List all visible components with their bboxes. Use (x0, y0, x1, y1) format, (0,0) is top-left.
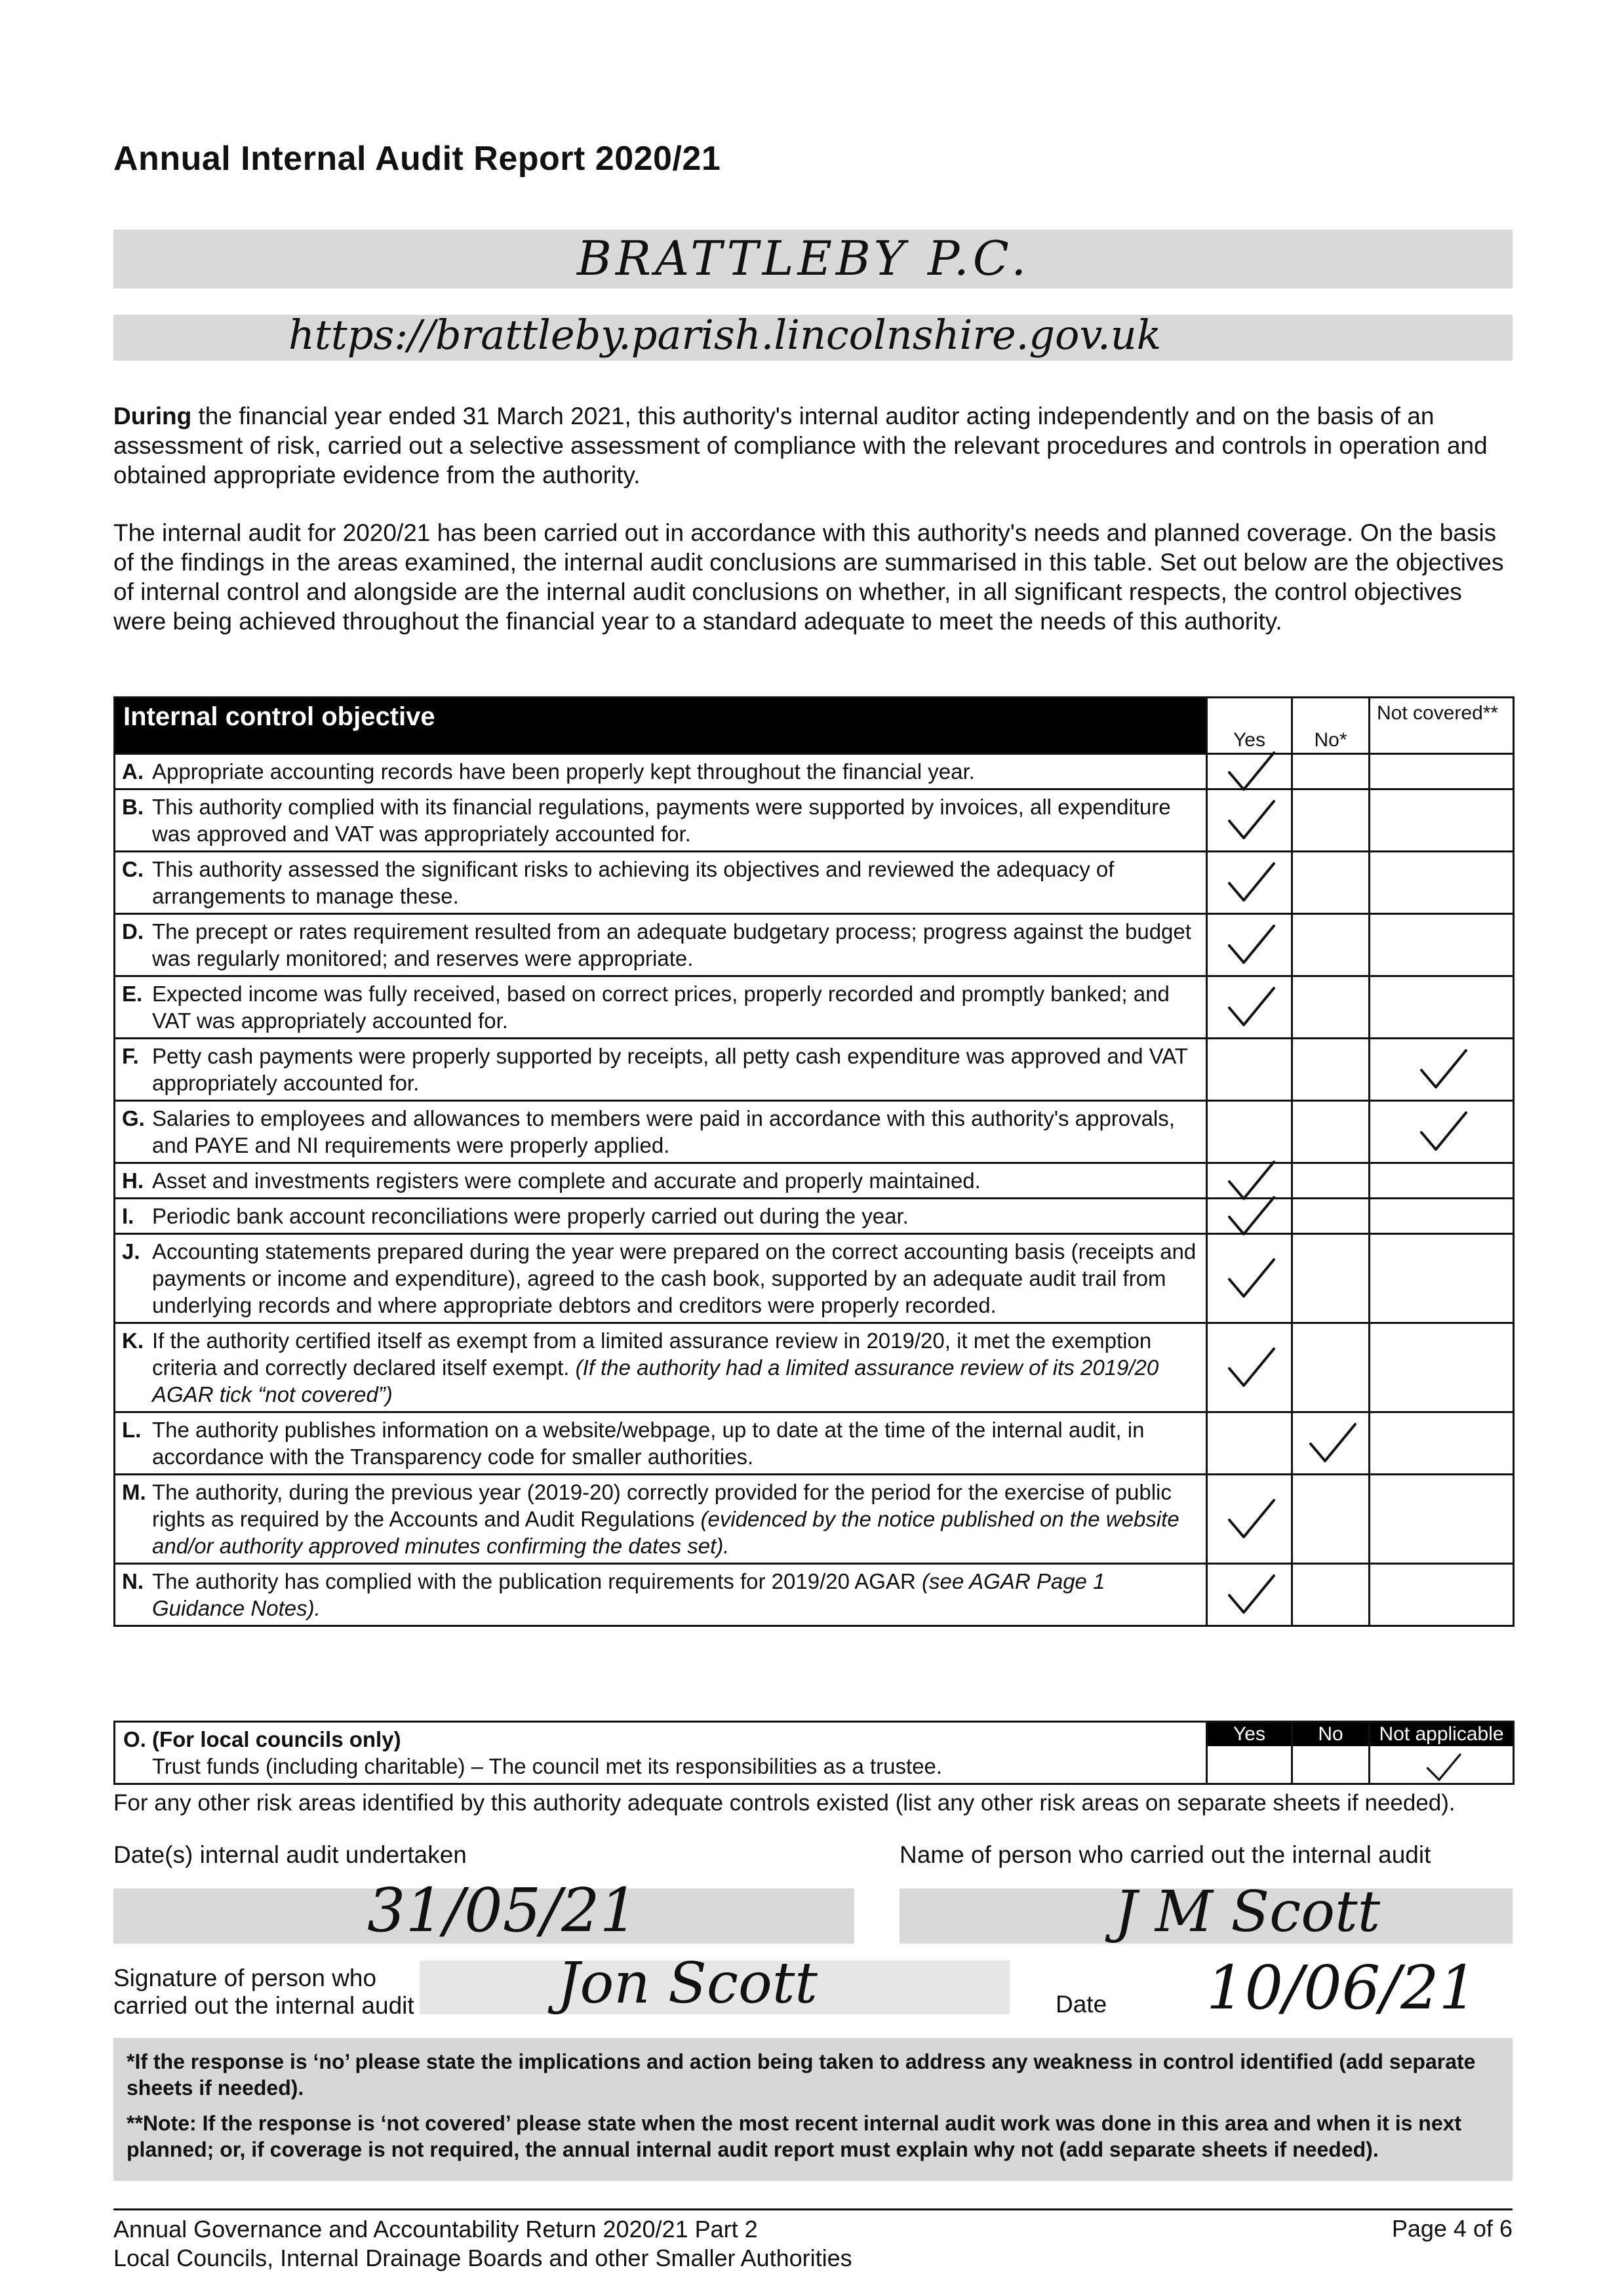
answer-cell-not-covered[interactable] (1370, 1475, 1514, 1564)
objective-desc: Accounting statements prepared during the year were prepared on the correct accounting basis (receipts and payments or income and expenditure), agreed to the cash book, supported by an adequate audit trail from underlying records and where appropriate debtors and creditors were properly recorded. (152, 1239, 1197, 1317)
row-o-yes-label: Yes (1208, 1723, 1291, 1746)
answer-cell-no[interactable] (1292, 852, 1370, 914)
signature-label (113, 1965, 414, 2020)
objective-text (115, 1039, 1207, 1101)
internal-control-table (113, 696, 1515, 1627)
answer-cell-no[interactable] (1292, 1039, 1370, 1101)
tick-icon (1220, 1345, 1279, 1391)
col-no-header: No* (1292, 698, 1370, 754)
answer-cell-not-covered[interactable] (1370, 1412, 1514, 1475)
signature-label-line2: carried out the internal audit (113, 1992, 414, 2019)
objective-row (115, 1564, 1514, 1626)
answer-cell-no[interactable] (1292, 1163, 1370, 1199)
objective-desc: Salaries to employees and allowances to members were paid in accordance with this authority's approvals, and PAYE and NI requirements were properly applied. (152, 1106, 1175, 1157)
objective-note: (see AGAR Page 1 Guidance Notes). (152, 1569, 1105, 1620)
objective-text (115, 914, 1207, 976)
intro-paragraph (113, 401, 1516, 490)
answer-cell-not-covered[interactable] (1370, 1234, 1514, 1323)
answer-cell-no[interactable] (1292, 1475, 1370, 1564)
objective-desc: Appropriate accounting records have been properly kept throughout the financial year. (152, 759, 975, 784)
answer-cell-yes[interactable] (1207, 976, 1292, 1039)
answer-cell-not-covered[interactable] (1370, 1564, 1514, 1626)
objective-row (115, 1323, 1514, 1412)
intro-bold: During (113, 403, 192, 429)
answer-cell-no[interactable] (1292, 1234, 1370, 1323)
objective-note: (evidenced by the notice published on the website and/or authority approved minutes confirming the dates set). (152, 1507, 1179, 1558)
answer-cell-yes[interactable] (1207, 1234, 1292, 1323)
answer-cell-no[interactable] (1292, 1199, 1370, 1234)
objective-row (115, 1412, 1514, 1475)
row-o-title: O. (For local councils only) (123, 1727, 401, 1751)
answer-cell-no[interactable] (1292, 754, 1370, 789)
answer-cell-yes[interactable] (1207, 1412, 1292, 1475)
objective-desc: Petty cash payments were properly supported by receipts, all petty cash expenditure was approved and VAT appropriately accounted for. (152, 1044, 1188, 1095)
col-not-covered-header: Not covered** (1370, 698, 1514, 754)
tick-icon (1412, 1751, 1471, 1783)
date-value: 10/06/21 (1206, 1953, 1478, 2023)
row-o-desc: Trust funds (including charitable) – The council met its responsibilities as a trustee. (152, 1754, 943, 1778)
answer-cell-yes[interactable] (1207, 1101, 1292, 1163)
objective-row (115, 1101, 1514, 1163)
row-o-na-label: Not applicable (1370, 1723, 1513, 1746)
objective-text (115, 1412, 1207, 1475)
objective-text (115, 1234, 1207, 1323)
objective-desc: Expected income was fully received, based on correct prices, properly recorded and promptly banked; and VAT was appropriately accounted for. (152, 982, 1170, 1033)
tick-icon (1220, 1496, 1279, 1542)
row-o-table (113, 1721, 1515, 1785)
objective-text (115, 1564, 1207, 1626)
intro-text: the financial year ended 31 March 2021, this authority's internal auditor acting independently and on the basis of an assessment of risk, carried out a selective assessment of compliance with the relevant procedures and controls in operation and obtained appropriate evidence from the authority. (113, 403, 1488, 489)
tick-icon (1220, 797, 1279, 843)
answer-cell-yes[interactable] (1207, 789, 1292, 852)
row-o-na[interactable] (1370, 1722, 1514, 1784)
objective-row (115, 1163, 1514, 1199)
objective-row (115, 754, 1514, 789)
tick-icon (1412, 1047, 1471, 1092)
objective-desc: The authority has complied with the publication requirements for 2019/20 AGAR (152, 1569, 916, 1593)
objective-row (115, 914, 1514, 976)
objective-row (115, 976, 1514, 1039)
objective-desc: The precept or rates requirement resulted from an adequate budgetary process; progress against the budget was regularly monitored; and reserves were appropriate. (152, 919, 1191, 970)
tick-icon (1220, 1193, 1279, 1239)
answer-cell-yes[interactable] (1207, 1323, 1292, 1412)
answer-cell-no[interactable] (1292, 789, 1370, 852)
objective-desc: If the authority certified itself as exempt from a limited assurance review in 2019/20, it met the exemption criteria and correctly declared itself exempt. (152, 1328, 1152, 1380)
col-yes-header: Yes (1207, 698, 1292, 754)
objective-letter: L. (122, 1418, 142, 1442)
tick-icon (1220, 749, 1279, 795)
answer-cell-not-covered[interactable] (1370, 789, 1514, 852)
objective-text (115, 1323, 1207, 1412)
objective-letter: E. (122, 982, 143, 1006)
answer-cell-yes[interactable] (1207, 852, 1292, 914)
answer-cell-no[interactable] (1292, 1323, 1370, 1412)
page-title: Annual Internal Audit Report 2020/21 (113, 140, 721, 178)
note-not-covered: **Note: If the response is ‘not covered’ please state when the most recent internal audit work was done in this area and when it is next planned; or, if coverage is not required, the annual internal audit report must explain why not (add separate sheets if needed). (127, 2111, 1462, 2161)
dates-label: Date(s) internal audit undertaken (113, 1841, 467, 1868)
footer-line2: Local Councils, Internal Drainage Boards and other Smaller Authorities (113, 2245, 852, 2271)
objective-text (115, 1101, 1207, 1163)
objective-letter: M. (122, 1480, 146, 1504)
answer-cell-no[interactable] (1292, 1412, 1370, 1475)
objective-letter: K. (122, 1328, 144, 1353)
answer-cell-not-covered[interactable] (1370, 976, 1514, 1039)
answer-cell-no[interactable] (1292, 976, 1370, 1039)
dates-value: 31/05/21 (367, 1875, 639, 1946)
answer-cell-yes[interactable] (1207, 754, 1292, 789)
answer-cell-yes[interactable] (1207, 1564, 1292, 1626)
objective-text (115, 976, 1207, 1039)
tick-icon (1220, 922, 1279, 968)
objective-letter: F. (122, 1044, 139, 1068)
objective-row (115, 789, 1514, 852)
date-label: Date (1056, 1991, 1107, 2018)
objective-text (115, 1199, 1207, 1234)
row-o-text (115, 1722, 1207, 1784)
objective-text (115, 754, 1207, 789)
objective-desc: Asset and investments registers were complete and accurate and properly maintained. (152, 1168, 981, 1193)
objective-desc: This authority complied with its financial regulations, payments were supported by invoices, all expenditure was approved and VAT was appropriately accounted for. (152, 795, 1171, 846)
objective-row (115, 1234, 1514, 1323)
name-label: Name of person who carried out the internal audit (900, 1841, 1431, 1868)
objective-letter: I. (122, 1204, 134, 1228)
footer-line1: Annual Governance and Accountability Return 2020/21 Part 2 (113, 2216, 758, 2243)
footer-text (113, 2215, 852, 2273)
authority-name[interactable]: BRATTLEBY P.C. (577, 231, 1031, 286)
answer-cell-not-covered[interactable] (1370, 1101, 1514, 1163)
objective-row (115, 1475, 1514, 1564)
answer-cell-no[interactable] (1292, 1101, 1370, 1163)
answer-cell-not-covered[interactable] (1370, 1199, 1514, 1234)
table-header: Internal control objective (115, 698, 1207, 754)
answer-cell-not-covered[interactable] (1370, 1323, 1514, 1412)
answer-cell-no[interactable] (1292, 1564, 1370, 1626)
authority-website[interactable]: https://brattleby.parish.lincolnshire.gov.uk (288, 311, 1162, 359)
objective-note: (If the authority had a limited assurance review of its 2019/20 AGAR tick “not covered”) (152, 1355, 1159, 1407)
page-number: Page 4 of 6 (1391, 2215, 1513, 2242)
answer-cell-not-covered[interactable] (1370, 1163, 1514, 1199)
objective-text (115, 1475, 1207, 1564)
answer-cell-not-covered[interactable] (1370, 852, 1514, 914)
row-o-yes[interactable] (1207, 1722, 1292, 1784)
objective-letter: C. (122, 857, 144, 881)
tick-icon (1220, 984, 1279, 1030)
objective-letter: D. (122, 919, 144, 944)
objective-desc: The authority, during the previous year (2019-20) correctly provided for the period for the exercise of public rights as required by the Accounts and Audit Regulations (152, 1480, 1172, 1531)
row-o-no-label: No (1293, 1723, 1368, 1746)
objective-text (115, 789, 1207, 852)
objective-letter: G. (122, 1106, 145, 1130)
answer-cell-not-covered[interactable] (1370, 1039, 1514, 1101)
objective-letter: H. (122, 1168, 144, 1193)
objective-letter: B. (122, 795, 144, 819)
objective-desc: This authority assessed the significant risks to achieving its objectives and reviewed the adequacy of arrangements to manage these. (152, 857, 1115, 908)
answer-cell-not-covered[interactable] (1370, 914, 1514, 976)
answer-cell-yes[interactable] (1207, 1039, 1292, 1101)
answer-cell-not-covered[interactable] (1370, 754, 1514, 789)
audit-paragraph: The internal audit for 2020/21 has been carried out in accordance with this authority's needs and planned coverage. On the basis of the findings in the areas examined, the internal audit conclusions are summarised in this table. Set out below are the objectives of internal control and alongside are the internal audit conclusions on whether, in all significant respects, the control objectives were being achieved throughout the financial year to a standard adequate to meet the needs of this authority. (113, 519, 1504, 635)
notes-box (113, 2038, 1513, 2181)
objective-text (115, 852, 1207, 914)
tick-icon (1220, 860, 1279, 906)
objective-row (115, 852, 1514, 914)
tick-icon (1220, 1572, 1279, 1618)
objective-desc: Periodic bank account reconciliations were properly carried out during the year. (152, 1204, 909, 1228)
objective-letter: J. (122, 1239, 140, 1264)
tick-icon (1412, 1109, 1471, 1155)
answer-cell-yes[interactable] (1207, 914, 1292, 976)
objective-row (115, 1199, 1514, 1234)
tick-icon (1220, 1256, 1279, 1302)
objective-text (115, 1163, 1207, 1199)
signature-value: Jon Scott (557, 1951, 818, 2016)
answer-cell-no[interactable] (1292, 914, 1370, 976)
objective-row (115, 1039, 1514, 1101)
signature-label-line1: Signature of person who (113, 1965, 377, 1991)
tick-icon (1301, 1420, 1360, 1466)
other-risk-text: For any other risk areas identified by this authority adequate controls existed (list any other risk areas on separate sheets if needed). (113, 1790, 1456, 1816)
objective-letter: N. (122, 1569, 144, 1593)
answer-cell-yes[interactable] (1207, 1475, 1292, 1564)
footer-rule (113, 2208, 1513, 2210)
answer-cell-yes[interactable] (1207, 1199, 1292, 1234)
row-o-no[interactable] (1292, 1722, 1370, 1784)
objective-desc: The authority publishes information on a website/webpage, up to date at the time of the internal audit, in accordance with the Transparency code for smaller authorities. (152, 1418, 1145, 1469)
note-no: *If the response is ‘no’ please state the implications and action being taken to address any weakness in control identified (add separate sheets if needed). (127, 2050, 1476, 2100)
objective-letter: A. (122, 759, 144, 784)
name-value: J M Scott (1115, 1879, 1381, 1945)
